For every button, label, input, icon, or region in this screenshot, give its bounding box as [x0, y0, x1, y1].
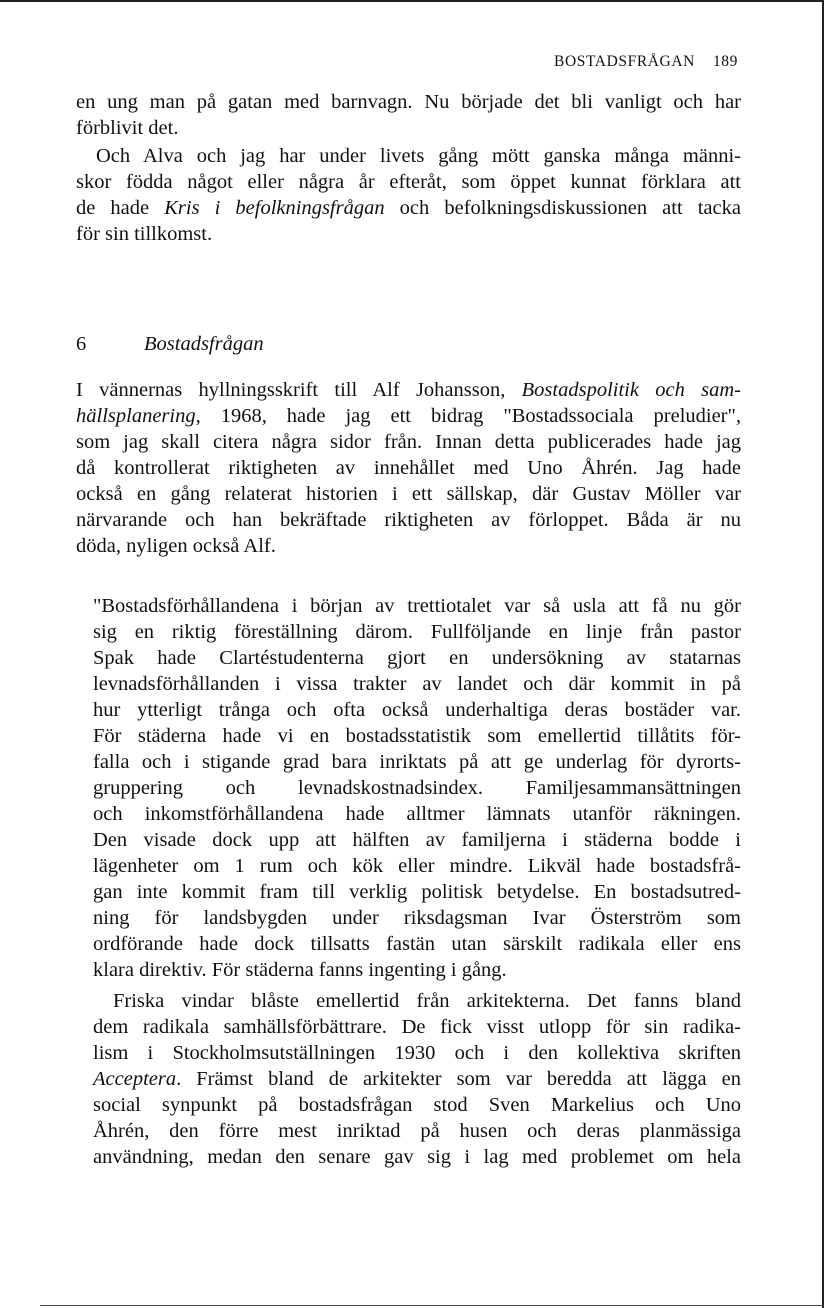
quotation-paragraph-2: [93, 988, 741, 1170]
text-line: närvarande och han bekräftade riktigheten av förloppet. Båda är nu: [76, 509, 741, 531]
text-line: social synpunkt på bostadsfrågan stod Sven Markelius och Uno: [93, 1094, 741, 1116]
text-line: Den visade dock upp att hälften av familjerna i städerna bodde i: [93, 829, 741, 851]
text-line: användning, medan den senare gav sig i lag med problemet om hela: [93, 1146, 741, 1168]
text-line: falla och i stigande grad bara inriktats på att ge underlag för dyrorts-: [93, 751, 741, 773]
text-line: för sin tillkomst.: [76, 223, 213, 245]
text-line: ning för landsbygden under riksdagsman Ivar Österström som: [93, 907, 741, 929]
section-title: Bostadsfrågan: [144, 333, 264, 355]
text-line: ordförande hade dock tillsatts fastän utan särskilt radikala eller ens: [93, 933, 741, 955]
text-line: I vännernas hyllningsskrift till Alf Johansson, Bostadspolitik och sam-: [76, 379, 742, 401]
text-line: och inkomstförhållandena hade alltmer lämnats utanför räkningen.: [93, 803, 741, 825]
page-number: 189: [712, 53, 738, 70]
text-line: Acceptera. Främst bland de arkitekter som var beredda att lägga en: [93, 1068, 741, 1090]
text-line: levnadsförhållanden i vissa trakter av landet och där kommit in på: [93, 673, 741, 695]
text-line: de hade Kris i befolkningsfrågan och befolkningsdiskussionen att tacka: [76, 197, 741, 219]
running-head-title: BOSTADSFRÅGAN: [554, 53, 695, 70]
book-title-acceptera: Acceptera: [93, 1068, 177, 1090]
text-line: Och Alva och jag har under livets gång mött ganska många männi-: [96, 145, 741, 167]
text-line: klara direktiv. För städerna fanns ingenting i gång.: [93, 959, 507, 981]
text-line: Friska vindar blåste emellertid från arkitekterna. Det fanns bland: [113, 990, 741, 1012]
book-title-kris: Kris i befolkningsfrågan: [164, 197, 385, 219]
text-line: Åhrén, den förre mest inriktad på husen och deras planmässiga: [93, 1120, 741, 1142]
opening-paragraph: [76, 89, 741, 141]
text-line: Spak hade Clartéstudenterna gjort en undersökning av statarnas: [93, 647, 741, 669]
text-line: då kontrollerat riktigheten av innehållet med Uno Åhrén. Jag hade: [76, 457, 741, 479]
page-bottom-border: [40, 1305, 824, 1306]
quotation-paragraph-1: [93, 593, 741, 983]
text-line: "Bostadsförhållandena i början av trettiotalet var så usla att få nu gör: [93, 595, 741, 617]
book-title-bostadspolitik: Bostadspolitik och sam-: [521, 379, 742, 401]
section-heading: [76, 333, 264, 356]
text-line: också en gång relaterat historien i ett sällskap, där Gustav Möller var: [76, 483, 741, 505]
intro-paragraph: [76, 377, 741, 559]
text-line: som jag skall citera några sidor från. Innan detta publicerades hade jag: [76, 431, 741, 453]
text-line: skor födda något eller några år efteråt, som öppet kunnat förklara att: [76, 171, 741, 193]
text-line: sig en riktig föreställning därom. Fullföljande en linje från pastor: [93, 621, 741, 643]
text-line: gruppering och levnadskostnadsindex. Familjesammansättningen: [93, 777, 741, 799]
text-line: lägenheter om 1 rum och kök eller mindre. Likväl hade bostadsfrå-: [93, 855, 741, 877]
text-line: gan inte kommit fram till verklig politisk betydelse. En bostadsutred-: [93, 881, 741, 903]
running-head: [554, 53, 738, 71]
alva-paragraph: [76, 143, 741, 247]
text-line: förblivit det.: [76, 117, 179, 139]
text-line: döda, nyligen också Alf.: [76, 535, 276, 557]
text-line: en ung man på gatan med barnvagn. Nu började det bli vanligt och har: [76, 91, 741, 113]
section-number: 6: [76, 333, 87, 355]
text-line: hällsplanering, 1968, hade jag ett bidrag "Bostadssociala preludier",: [76, 405, 741, 427]
text-line: För städerna hade vi en bostadsstatistik som emellertid tillåtits för-: [93, 725, 741, 747]
text-line: lism i Stockholmsutställningen 1930 och i den kollektiva skriften: [93, 1042, 741, 1064]
text-line: hur ytterligt trånga och ofta också underhaltiga deras bostäder var.: [93, 699, 741, 721]
page-top-border: [0, 0, 824, 2]
text-line: dem radikala samhällsförbättrare. De fick visst utlopp för sin radika-: [93, 1016, 741, 1038]
